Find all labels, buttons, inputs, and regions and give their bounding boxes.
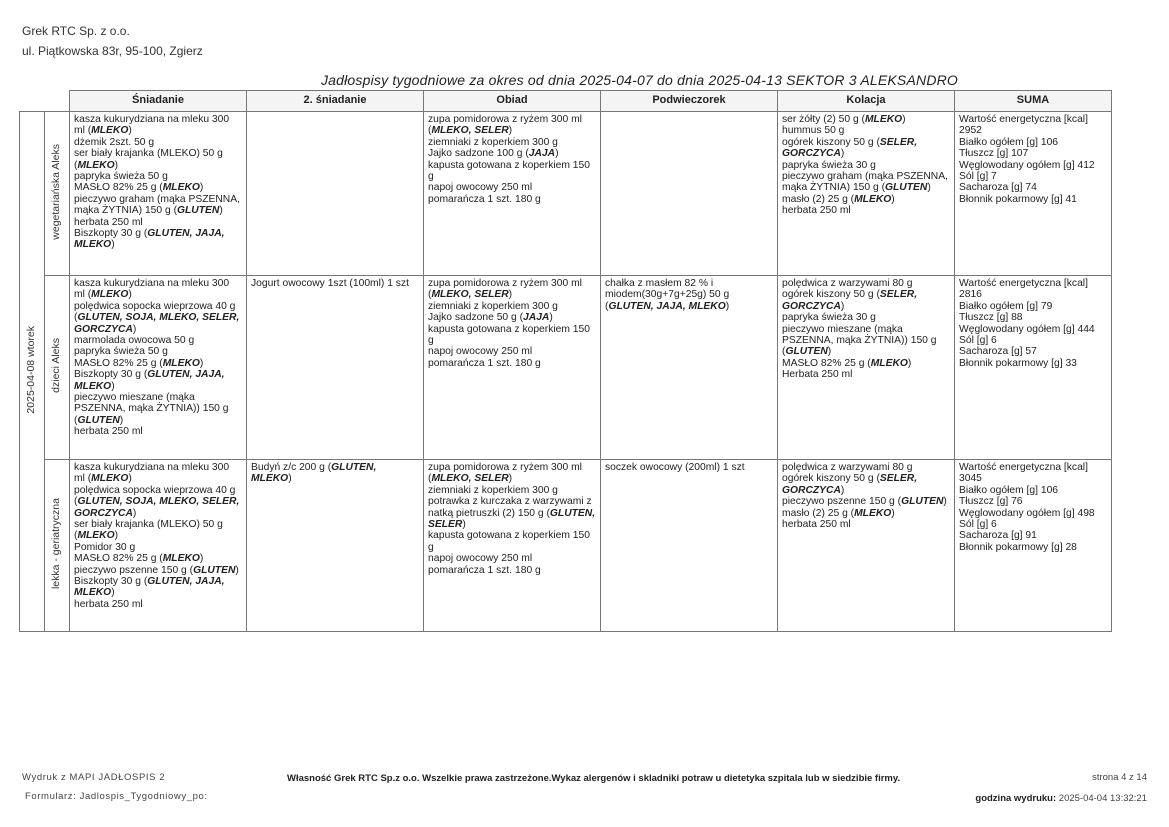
meal-item: potrawka z kurczaka z warzywami z natką pietruszki (2) 150 g (GLUTEN, SELER)	[428, 496, 596, 531]
meal-cell	[424, 460, 601, 632]
diet-cell	[45, 276, 70, 460]
meal-item: ser żółty (2) 50 g (MLEKO)	[782, 114, 906, 125]
company-address: ul. Piątkowska 83r, 95-100, Zgierz	[22, 44, 203, 58]
meal-item: ogórek kiszony 50 g (SELER, GORCZYCA)	[782, 473, 918, 496]
meal-item: kasza kukurydziana na mleku 300 ml (MLEKO)	[74, 462, 230, 485]
column-header: 2. śniadanie	[247, 91, 424, 112]
nutrition-line: Sól [g] 6	[959, 519, 997, 531]
nutrition-line: Węglowodany ogółem [g] 444	[959, 323, 1095, 335]
meal-item: kapusta gotowana z koperkiem 150 g	[428, 323, 590, 347]
meal-cell	[601, 112, 778, 276]
summary-cell	[955, 276, 1112, 460]
meal-item: pieczywo mieszane (mąka PSZENNA, mąka ŻYTNIA)) 150 g (GLUTEN)	[782, 323, 937, 358]
meal-item: hummus 50 g	[782, 125, 845, 137]
meal-item: herbata 250 ml	[74, 426, 143, 438]
meal-item: herbata 250 ml	[74, 216, 143, 228]
table-row	[20, 276, 1112, 460]
meal-cell	[247, 276, 424, 460]
meal-item: MASŁO 82% 25 g (MLEKO)	[74, 553, 204, 565]
footer-form-name: Formularz: Jadlospis_Tygodniowy_po:	[25, 791, 208, 802]
meal-item: Biszkopty 30 g (GLUTEN, JAJA, MLEKO)	[74, 369, 225, 392]
print-time-label: godzina wydruku:	[975, 793, 1057, 804]
meal-item: napoj owocowy 250 ml	[428, 346, 533, 358]
meal-item: MASŁO 82% 25 g (MLEKO)	[74, 357, 204, 369]
diet-cell	[45, 112, 70, 276]
meal-item: herbata 250 ml	[74, 598, 143, 610]
nutrition-line: Wartość energetyczna [kcal] 3045	[959, 462, 1088, 485]
meal-cell	[601, 276, 778, 460]
column-header: Podwieczorek	[601, 91, 778, 112]
meal-item: polędwica z warzywami 80 g	[782, 278, 913, 289]
meal-item: pomarańcza 1 szt. 180 g	[428, 357, 541, 369]
table-row	[20, 460, 1112, 632]
meal-item: pieczywo mieszane (mąka PSZENNA, mąka ŻYTNIA)) 150 g (GLUTEN)	[74, 392, 229, 426]
nutrition-line: Tłuszcz [g] 88	[959, 312, 1023, 324]
nutrition-line: Sól [g] 6	[959, 335, 997, 347]
meal-item: polędwica sopocka wieprzowa 40 g (GLUTEN, SOJA, MLEKO, SELER, GORCZYCA)	[74, 484, 240, 519]
nutrition-line: Białko ogółem [g] 106	[959, 136, 1059, 148]
nutrition-line: Białko ogółem [g] 106	[959, 484, 1059, 496]
meal-item: zupa pomidorowa z ryżem 300 ml (MLEKO, SELER)	[428, 114, 582, 137]
table-header-row	[20, 91, 1112, 112]
header-blank	[20, 91, 45, 112]
meal-cell	[778, 112, 955, 276]
company-name: Grek RTC Sp. z o.o.	[22, 24, 130, 38]
meal-item: kapusta gotowana z koperkiem 150 g	[428, 530, 590, 553]
meal-item: ogórek kiszony 50 g (SELER, GORCZYCA)	[782, 136, 918, 160]
table-row	[20, 112, 1112, 276]
nutrition-line: Błonnik pokarmowy [g] 41	[959, 193, 1077, 205]
diet-label: dzieci Aleks	[50, 338, 63, 394]
meal-cell	[601, 460, 778, 632]
nutrition-line: Błonnik pokarmowy [g] 28	[959, 541, 1077, 553]
header-blank	[45, 91, 70, 112]
document-title	[0, 72, 1169, 88]
meal-cell	[778, 460, 955, 632]
meal-item: herbata 250 ml	[782, 205, 851, 217]
summary-cell	[955, 112, 1112, 276]
summary-cell	[955, 460, 1112, 632]
nutrition-line: Sól [g] 7	[959, 171, 997, 183]
meal-item: Budyń z/c 200 g (GLUTEN, MLEKO)	[251, 462, 377, 485]
meal-item: polędwica sopocka wieprzowa 40 g (GLUTEN, SOJA, MLEKO, SELER, GORCZYCA)	[74, 300, 240, 335]
meal-item: soczek owocowy (200ml) 1 szt	[605, 462, 745, 473]
meal-item: pieczywo pszenne 150 g (GLUTEN)	[782, 496, 947, 508]
day-cell	[20, 112, 45, 632]
footer-printed-from: Wydruk z MAPI JADŁOSPIS 2	[22, 772, 166, 783]
nutrition-line: Węglowodany ogółem [g] 498	[959, 507, 1095, 519]
day-label: 2025-04-08 wtorek	[25, 326, 38, 414]
column-header: Obiad	[424, 91, 601, 112]
nutrition-line: Białko ogółem [g] 79	[959, 300, 1053, 312]
nutrition-line: Sacharoza [g] 74	[959, 182, 1037, 194]
meal-item: kapusta gotowana z koperkiem 150 g	[428, 159, 590, 183]
meal-item: ogórek kiszony 50 g (SELER, GORCZYCA)	[782, 289, 918, 312]
meal-item: Biszkopty 30 g (GLUTEN, JAJA, MLEKO)	[74, 576, 225, 599]
meal-item: papryka świeża 50 g	[74, 171, 168, 183]
meal-item: polędwica z warzywami 80 g	[782, 462, 913, 473]
meal-item: kasza kukurydziana na mleku 300 ml (MLEKO)	[74, 114, 230, 137]
footer-ownership-note: Własność Grek RTC Sp.z o.o. Wszelkie prawa zastrzeżone.Wykaz alergenów i skladniki potraw u dietetyka szpitala lub w siedzibie firmy.	[287, 773, 901, 784]
meal-cell	[70, 460, 247, 632]
meal-item: napoj owocowy 250 ml	[428, 182, 533, 194]
meal-cell	[424, 112, 601, 276]
meal-item: pomarańcza 1 szt. 180 g	[428, 193, 541, 205]
meal-item: ziemniaki z koperkiem 300 g	[428, 136, 558, 148]
print-time-value: 2025-04-04 13:32:21	[1058, 793, 1147, 804]
meal-item: kasza kukurydziana na mleku 300 ml (MLEKO)	[74, 278, 230, 301]
meal-cell	[70, 276, 247, 460]
nutrition-line: Tłuszcz [g] 76	[959, 496, 1023, 508]
meal-item: zupa pomidorowa z ryżem 300 ml (MLEKO, SELER)	[428, 278, 582, 301]
nutrition-line: Wartość energetyczna [kcal] 2816	[959, 278, 1088, 301]
meal-item: Pomidor 30 g	[74, 541, 136, 553]
column-header: Śniadanie	[70, 91, 247, 112]
document-title-text: Jadłospisy tygodniowe za okres od dnia 2025-04-07 do dnia 2025-04-13 SEKTOR 3 ALEKSANDRO	[320, 72, 959, 88]
column-header: Kolacja	[778, 91, 955, 112]
menu-table	[19, 90, 1112, 632]
meal-item: pieczywo graham (mąka PSZENNA, mąka ŻYTNIA) 150 g (GLUTEN)	[74, 193, 240, 217]
nutrition-line: Wartość energetyczna [kcal] 2952	[959, 114, 1088, 137]
meal-item: marmolada owocowa 50 g	[74, 335, 195, 347]
diet-cell	[45, 460, 70, 632]
nutrition-line: Węglowodany ogółem [g] 412	[959, 159, 1095, 171]
meal-item: masło (2) 25 g (MLEKO)	[782, 507, 895, 519]
nutrition-line: Tłuszcz [g] 107	[959, 148, 1029, 160]
meal-item: papryka świeża 50 g	[74, 346, 168, 358]
meal-item: Jogurt owocowy 1szt (100ml) 1 szt	[251, 278, 409, 289]
meal-cell	[778, 276, 955, 460]
nutrition-line: Błonnik pokarmowy [g] 33	[959, 357, 1077, 369]
meal-item: pieczywo pszenne 150 g (GLUTEN)	[74, 564, 239, 576]
meal-item: ziemniaki z koperkiem 300 g	[428, 484, 558, 496]
meal-item: MASŁO 82% 25 g (MLEKO)	[74, 182, 204, 194]
meal-cell	[247, 460, 424, 632]
meal-item: pieczywo graham (mąka PSZENNA, mąka ŻYTNIA) 150 g (GLUTEN)	[782, 171, 948, 194]
meal-item: dżemik 2szt. 50 g	[74, 136, 155, 148]
meal-item: chałka z masłem 82 % i miodem(30g+7g+25g) 50 g (GLUTEN, JAJA, MLEKO)	[605, 278, 730, 312]
page-number: strona 4 z 14	[1092, 772, 1147, 783]
meal-item: herbata 250 ml	[782, 519, 851, 531]
meal-item: Jajko sadzone 50 g (JAJA)	[428, 312, 553, 324]
meal-cell	[70, 112, 247, 276]
diet-label: lekka - geriatryczna	[50, 498, 63, 590]
meal-item: ziemniaki z koperkiem 300 g	[428, 300, 558, 312]
diet-label: wegetariańska Aleks	[50, 143, 63, 240]
meal-item: ser biały krajanka (MLEKO) 50 g (MLEKO)	[74, 519, 223, 542]
nutrition-line: Sacharoza [g] 91	[959, 530, 1037, 542]
meal-item: papryka świeża 30 g	[782, 159, 876, 171]
meal-cell	[247, 112, 424, 276]
meal-item: Biszkopty 30 g (GLUTEN, JAJA, MLEKO)	[74, 228, 225, 251]
meal-item: MASŁO 82% 25 g (MLEKO)	[782, 357, 912, 369]
meal-item: Herbata 250 ml	[782, 369, 853, 381]
meal-item: napoj owocowy 250 ml	[428, 553, 533, 565]
meal-item: Jajko sadzone 100 g (JAJA)	[428, 148, 559, 160]
column-header: SUMA	[955, 91, 1112, 112]
meal-item: zupa pomidorowa z ryżem 300 ml (MLEKO, SELER)	[428, 462, 582, 485]
meal-item: masło (2) 25 g (MLEKO)	[782, 193, 895, 205]
nutrition-line: Sacharoza [g] 57	[959, 346, 1037, 358]
print-time	[975, 793, 1147, 804]
meal-item: ser biały krajanka (MLEKO) 50 g (MLEKO)	[74, 148, 223, 171]
meal-item: papryka świeża 30 g	[782, 312, 876, 324]
meal-cell	[424, 276, 601, 460]
meal-item: pomarańcza 1 szt. 180 g	[428, 564, 541, 576]
